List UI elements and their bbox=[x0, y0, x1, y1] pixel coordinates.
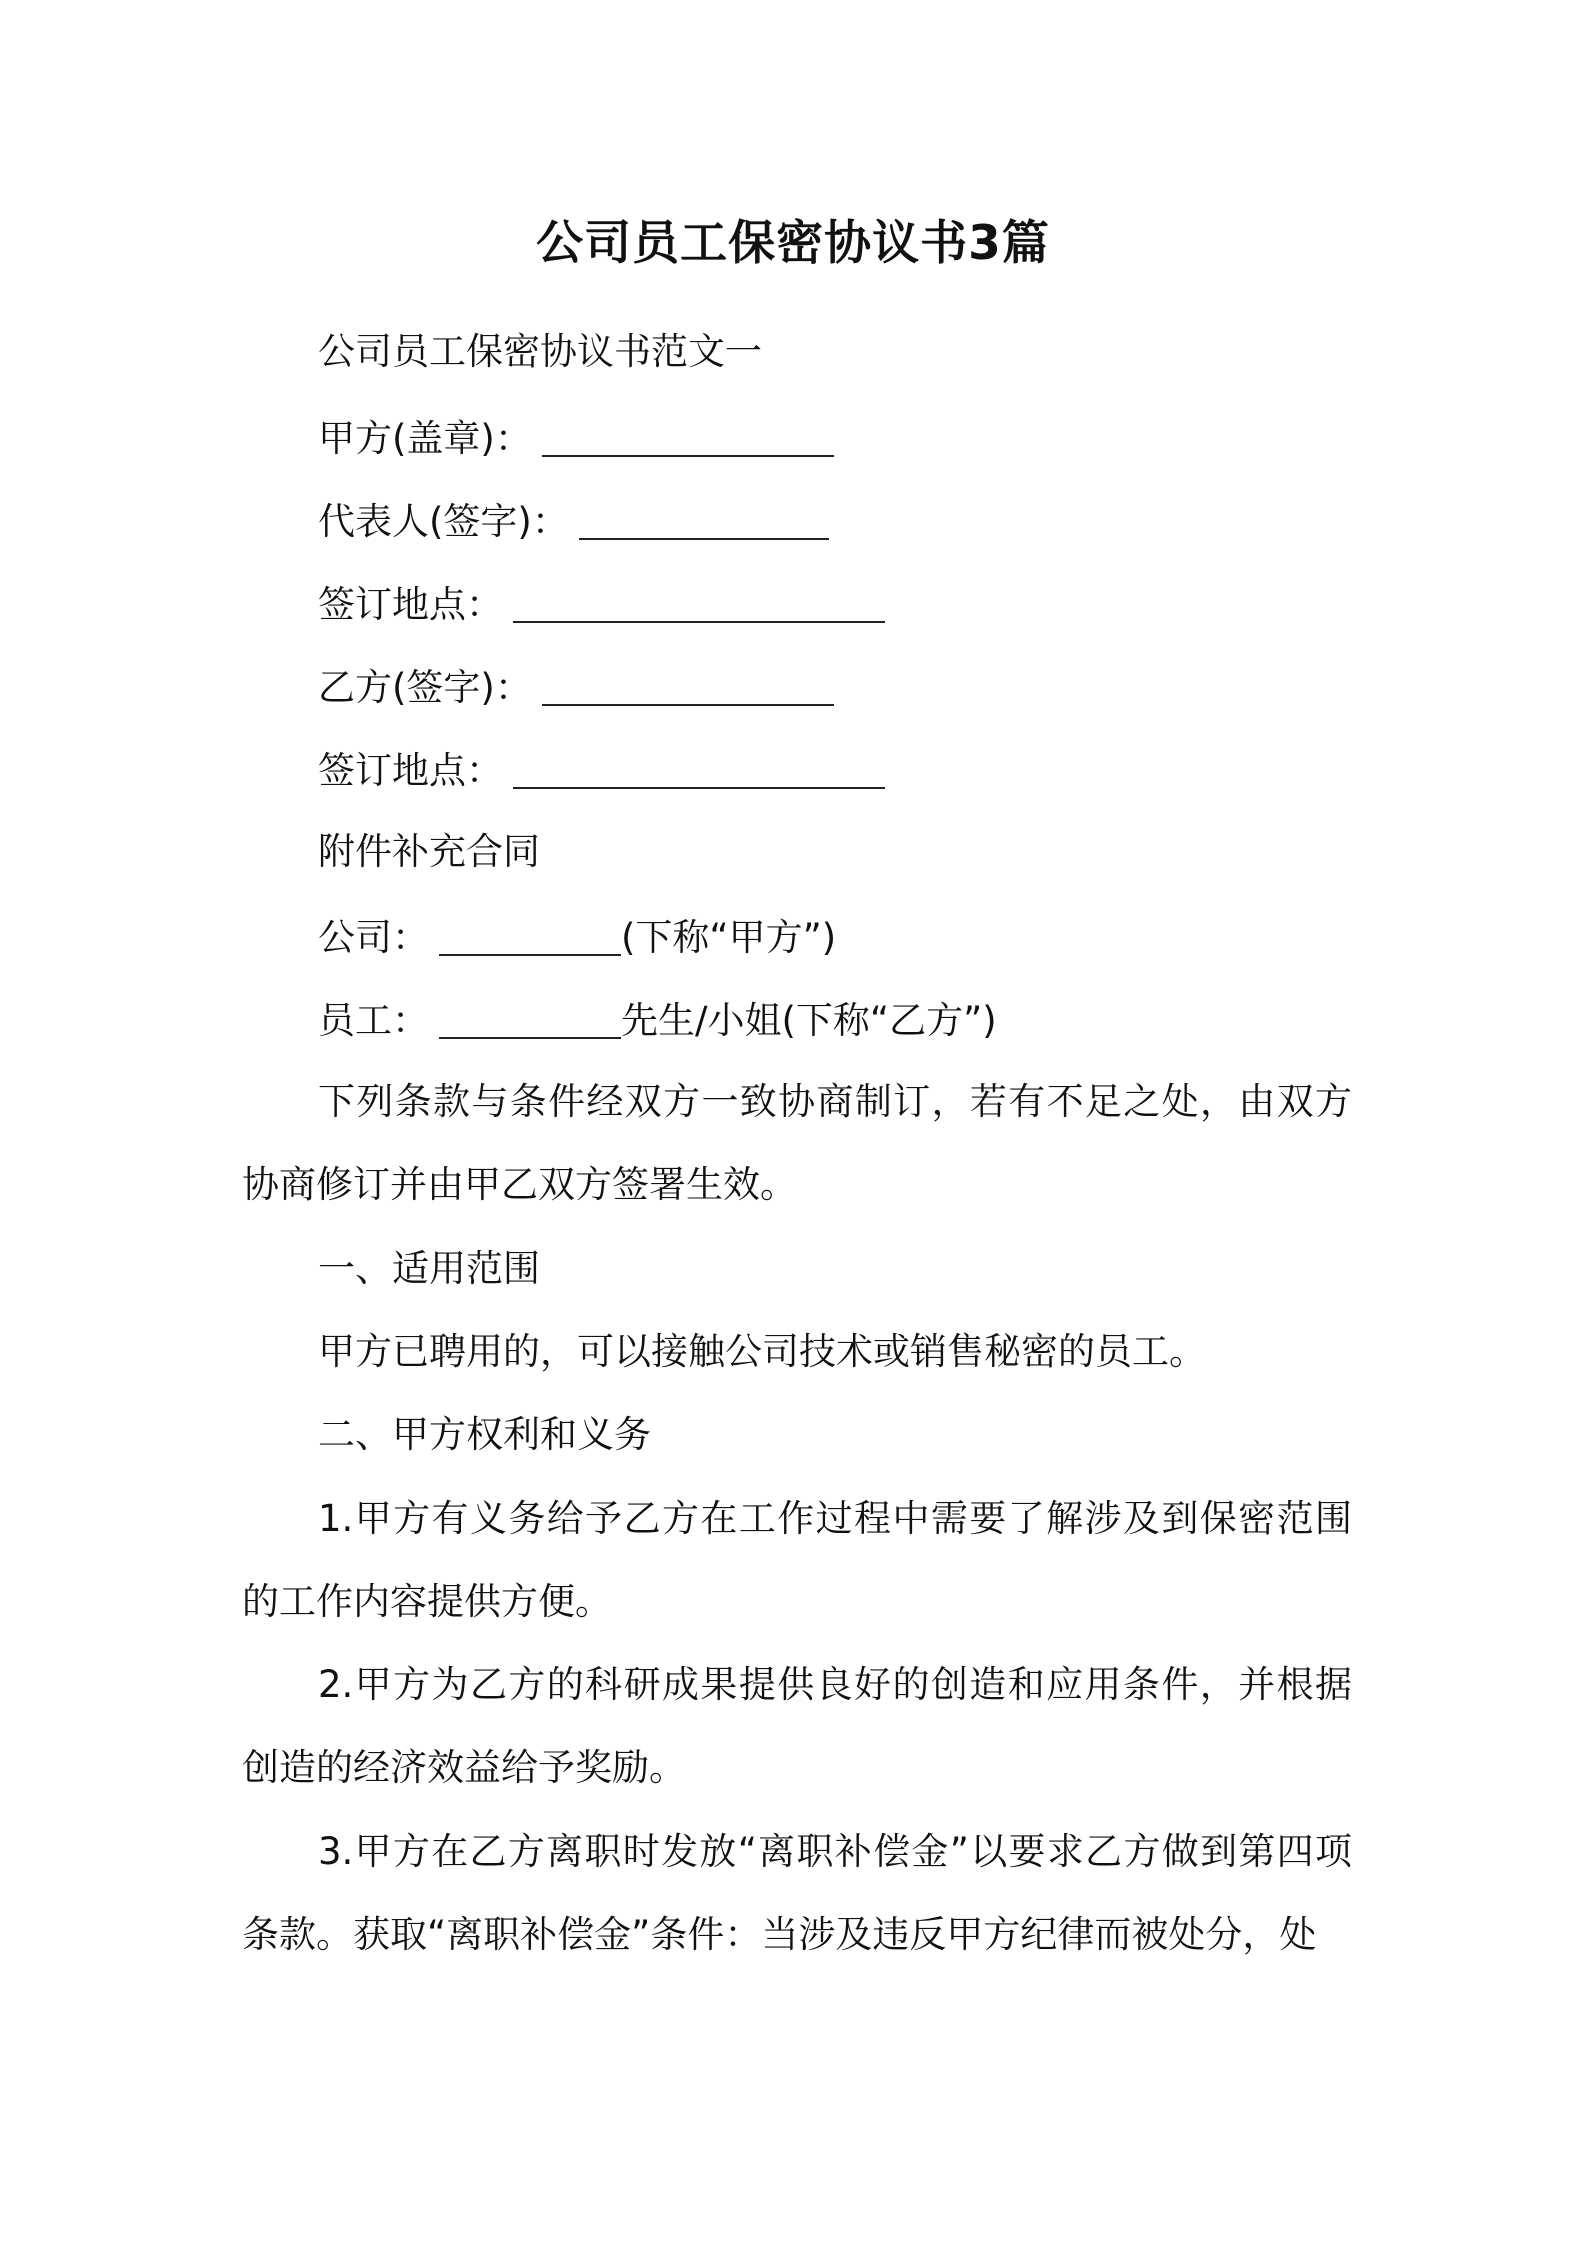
sign-place-blank-1 bbox=[513, 577, 885, 617]
representative-field bbox=[318, 494, 829, 547]
sign-place-blank-2 bbox=[513, 743, 885, 783]
clause-item-1: 1.甲方有义务给予乙方在工作过程中需要了解涉及到保密范围的工作内容提供方便。 bbox=[242, 1497, 1352, 1623]
company-line bbox=[318, 910, 836, 963]
representative-label: 代表人(签字)： bbox=[318, 500, 569, 543]
intro-paragraph: 下列条款与条件经双方一致协商制订，若有不足之处，由双方协商修订并由甲乙双方签署生效。 bbox=[242, 1080, 1352, 1206]
party-b-field bbox=[318, 660, 834, 713]
document-title: 公司员工保密协议书3篇 bbox=[536, 216, 1050, 271]
employee-line bbox=[318, 993, 997, 1046]
clause-item-2: 2.甲方为乙方的科研成果提供良好的创造和应用条件，并根据创造的经济效益给予奖励。 bbox=[242, 1663, 1352, 1789]
sign-place-field-1 bbox=[318, 577, 885, 630]
sign-place-label-1: 签订地点： bbox=[318, 583, 503, 626]
party-a-field bbox=[318, 411, 834, 464]
section2-heading: 二、甲方权利和义务 bbox=[318, 1413, 651, 1456]
party-b-blank bbox=[542, 660, 834, 700]
document-subtitle: 公司员工保密协议书范文一 bbox=[318, 330, 762, 373]
party-a-label: 甲方(盖章)： bbox=[318, 417, 532, 460]
company-blank bbox=[439, 910, 621, 950]
section1-text: 甲方已聘用的，可以接触公司技术或销售秘密的员工。 bbox=[318, 1330, 1206, 1373]
employee-blank bbox=[439, 993, 621, 1033]
representative-blank bbox=[579, 494, 829, 534]
employee-suffix: 先生/小姐(下称“乙方”) bbox=[621, 999, 997, 1042]
party-b-label: 乙方(签字)： bbox=[318, 666, 532, 709]
section1-heading: 一、适用范围 bbox=[318, 1247, 540, 1290]
sign-place-label-2: 签订地点： bbox=[318, 749, 503, 792]
attachment-heading: 附件补充合同 bbox=[318, 830, 540, 873]
party-a-blank bbox=[542, 411, 834, 451]
sign-place-field-2 bbox=[318, 743, 885, 796]
company-label: 公司： bbox=[318, 916, 429, 959]
clause-item-3: 3.甲方在乙方离职时发放“离职补偿金”以要求乙方做到第四项条款。获取“离职补偿金”条件：当涉及违反甲方纪律而被处分，处 bbox=[242, 1830, 1352, 1956]
company-suffix: (下称“甲方”) bbox=[621, 916, 837, 959]
employee-label: 员工： bbox=[318, 999, 429, 1042]
